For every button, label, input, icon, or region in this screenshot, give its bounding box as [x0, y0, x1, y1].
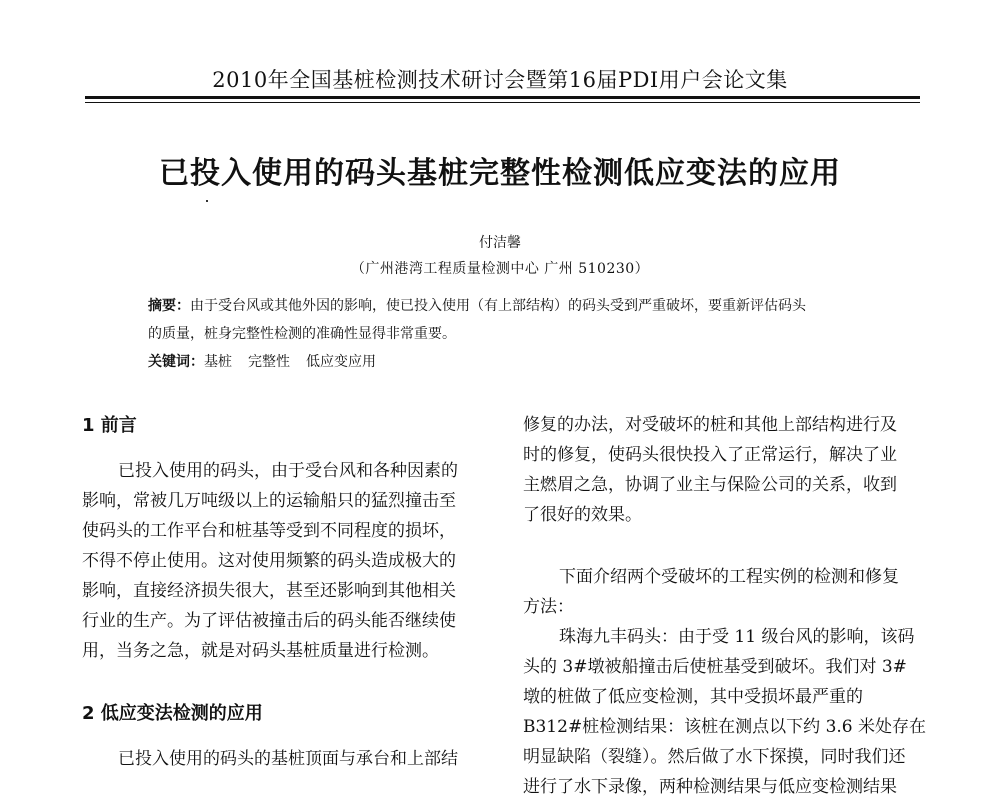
body-line: 时的修复，使码头很快投入了正常运行，解决了业 [523, 445, 897, 465]
body-line: 主燃眉之急，协调了业主与保险公司的关系，收到 [523, 475, 897, 495]
paper-title: 已投入使用的码头基桩完整性检测低应变法的应用 [159, 156, 841, 191]
body-line: 下面介绍两个受破坏的工程实例的检测和修复 [559, 567, 899, 587]
body-line: 了很好的效果。 [523, 505, 642, 525]
body-line: 墩的桩做了低应变检测，其中受损坏最严重的 [523, 687, 863, 707]
body-line: 方法： [523, 597, 574, 617]
abstract-line: 的质量，桩身完整性检测的准确性显得非常重要。 [148, 326, 456, 342]
header-rule-thin [85, 102, 920, 103]
left-column [82, 410, 482, 774]
section-heading: 2 低应变法检测的应用 [82, 703, 263, 724]
keywords-label: 关键词： [148, 354, 204, 370]
running-header: 2010年全国基桩检测技术研讨会暨第16届PDI用户会论文集 [212, 68, 788, 92]
section-heading: 1 前言 [82, 415, 137, 436]
body-line: 进行了水下录像，两种检测结果与低应变检测结果 [523, 777, 897, 797]
body-line: 修复的办法，对受破坏的桩和其他上部结构进行及 [523, 415, 897, 435]
body-line: 使码头的工作平台和桩基等受到不同程度的损坏， [82, 521, 456, 541]
author-name: 付洁馨 [479, 235, 521, 251]
body-line: 珠海九丰码头：由于受 11 级台风的影响，该码 [559, 627, 915, 647]
abstract-block [148, 292, 878, 376]
body-line: B312#桩检测结果：该桩在测点以下约 3.6 米处存在 [523, 717, 927, 737]
body-line: 已投入使用的码头的基桩顶面与承台和上部结 [118, 749, 458, 769]
abstract-line [148, 292, 878, 320]
keyword: 完整性 [248, 354, 290, 370]
body-line: 行业的生产。为了评估被撞击后的码头能否继续使 [82, 611, 456, 631]
abstract-text: 由于受台风或其他外因的影响，使已投入使用（有上部结构）的码头受到严重破坏，要重新评估码头 [190, 298, 806, 314]
body-line: 影响，常被几万吨级以上的运输船只的猛烈撞击至 [82, 491, 456, 511]
keyword: 低应变应用 [306, 354, 376, 370]
body-line: 已投入使用的码头，由于受台风和各种因素的 [118, 461, 458, 481]
right-column [523, 410, 927, 802]
stray-dot [206, 200, 208, 202]
keyword: 基桩 [204, 354, 232, 370]
author-affiliation: （广州港湾工程质量检测中心 广州 510230） [350, 261, 650, 277]
body-line: 头的 3#墩被船撞击后使桩基受到破坏。我们对 3# [523, 657, 907, 677]
body-line: 用，当务之急，就是对码头基桩质量进行检测。 [82, 641, 439, 661]
header-rule-thick [85, 96, 920, 99]
abstract-label: 摘要： [148, 298, 190, 314]
keywords-line [148, 348, 878, 376]
body-line: 不得不停止使用。这对使用频繁的码头造成极大的 [82, 551, 456, 571]
body-line: 影响，直接经济损失很大，甚至还影响到其他相关 [82, 581, 456, 601]
body-line: 明显缺陷（裂缝）。然后做了水下探摸，同时我们还 [523, 747, 906, 767]
